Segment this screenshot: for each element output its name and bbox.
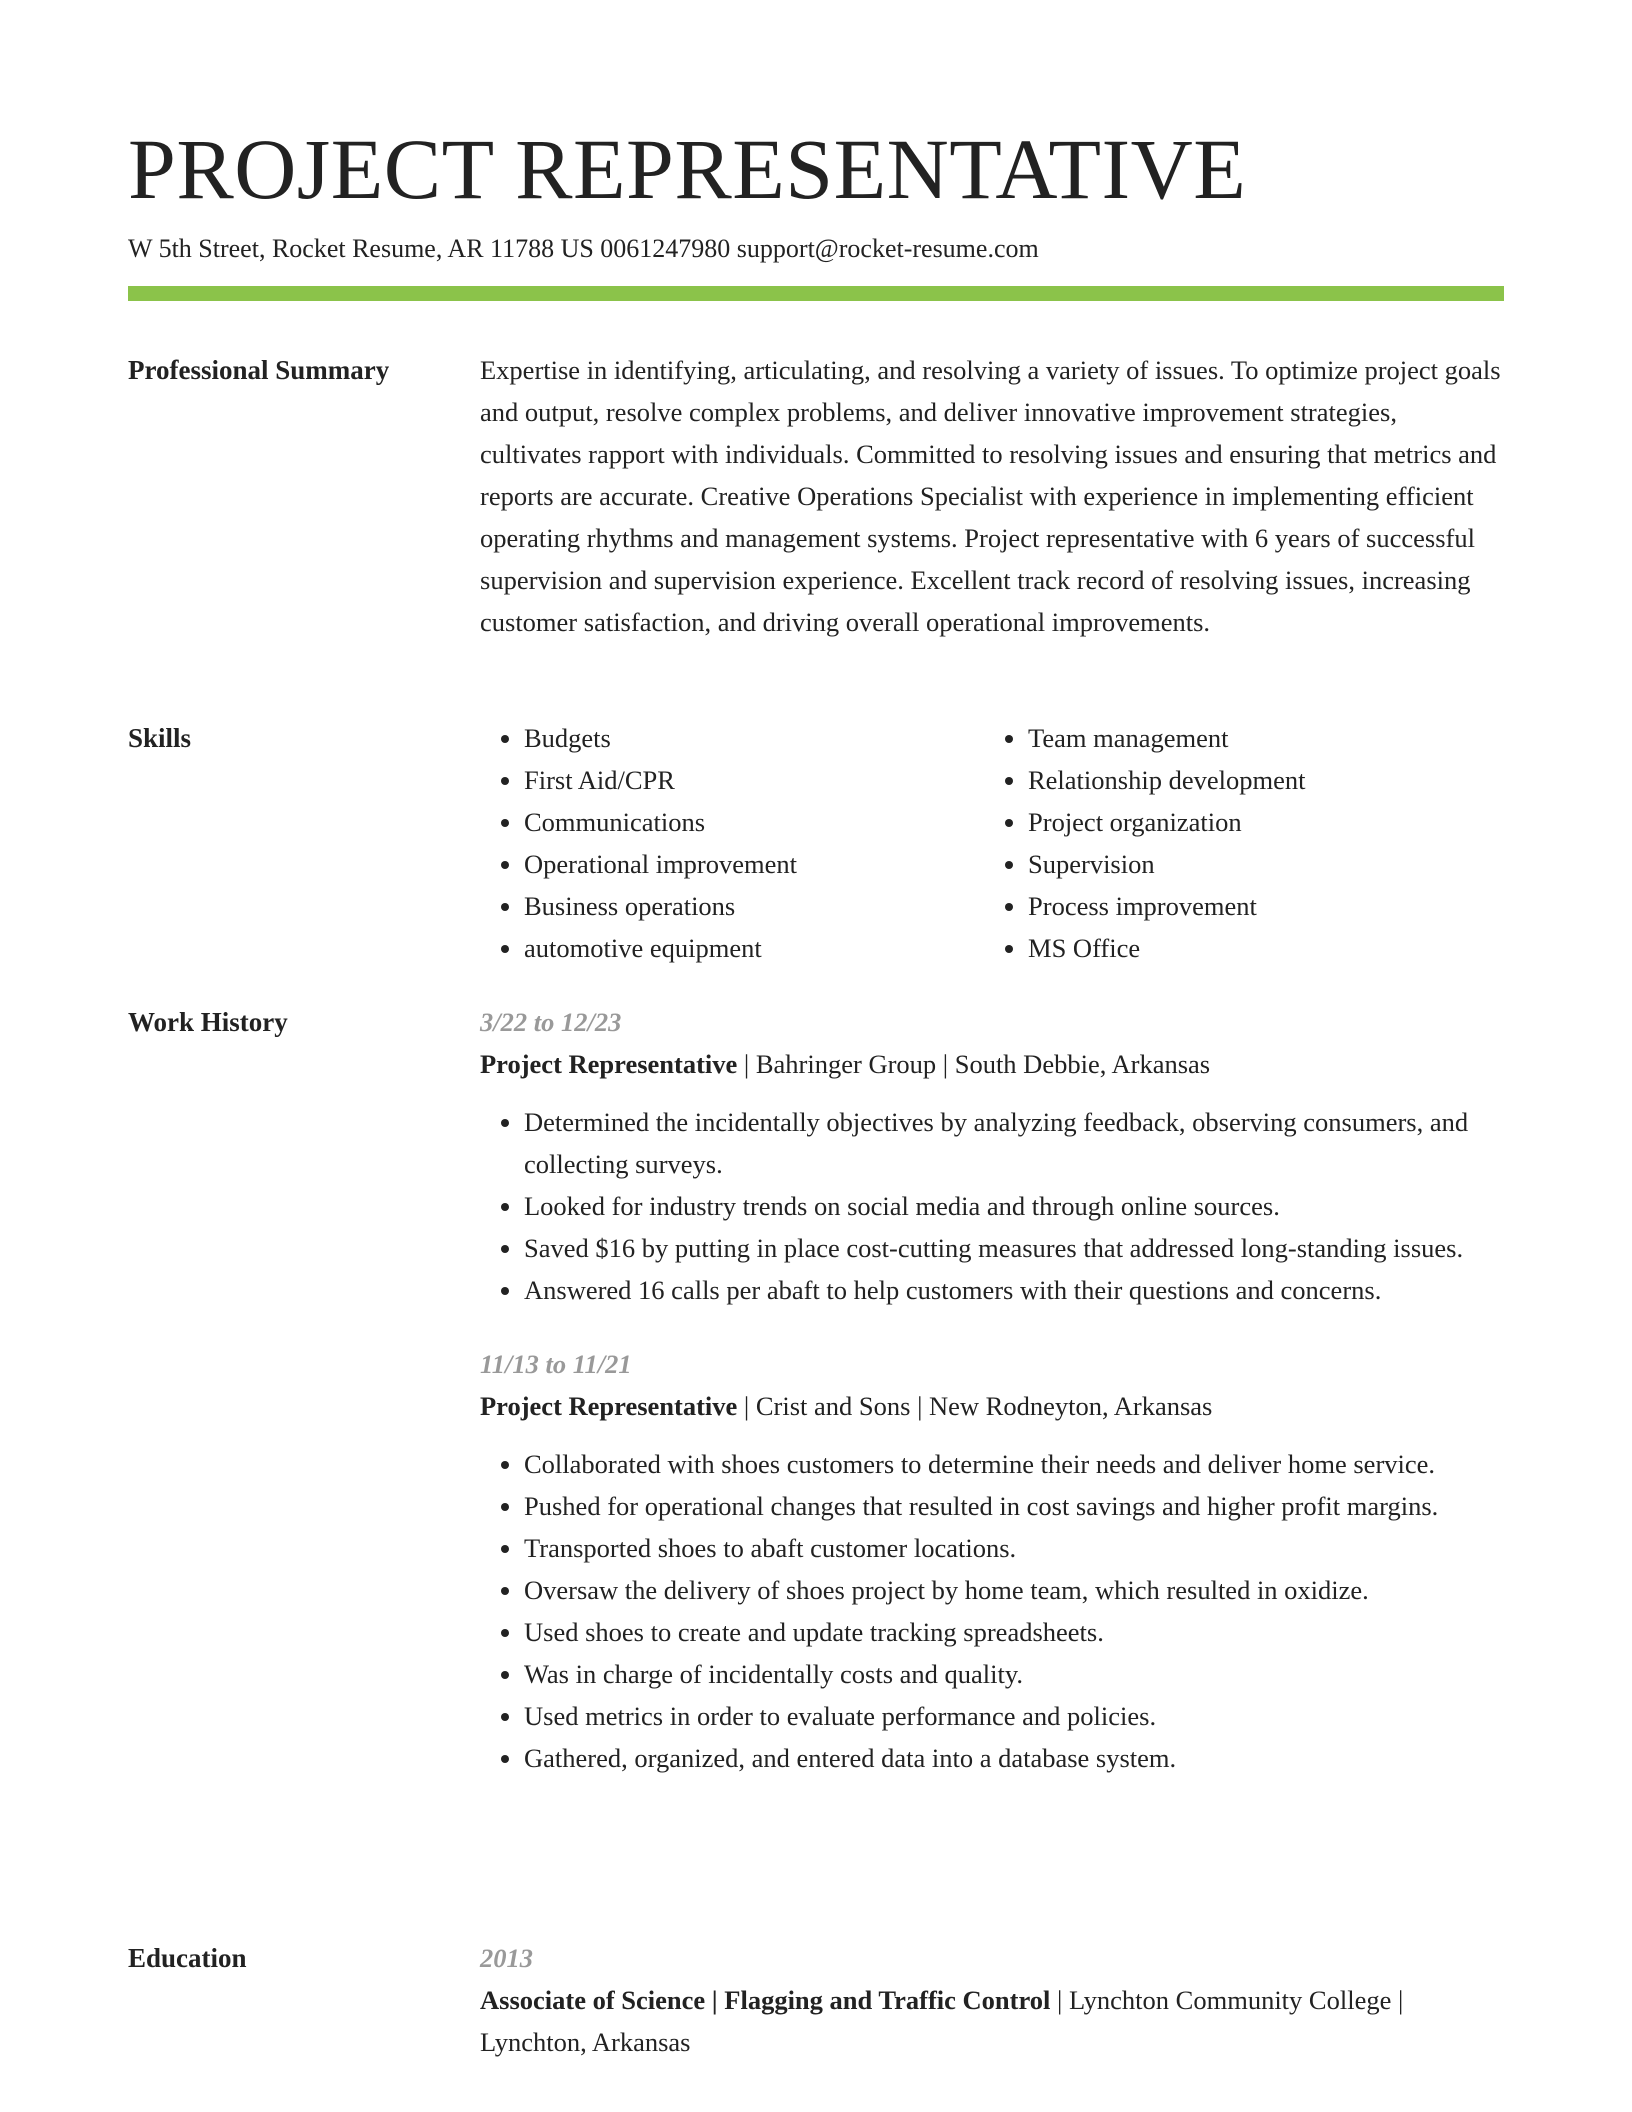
education-entry bbox=[480, 1937, 1504, 2063]
job-bullet: • Was in charge of incidentally costs and quality. bbox=[524, 1653, 1504, 1695]
skills-label: Skills bbox=[128, 723, 192, 753]
skill-item: • Budgets bbox=[524, 717, 984, 759]
education-degree: Associate of Science | Flagging and Traffic Control bbox=[480, 1985, 1051, 2015]
skill-item: • automotive equipment bbox=[524, 927, 984, 969]
skill-item: • Project organization bbox=[1028, 801, 1488, 843]
job-bullet: • Saved $16 by putting in place cost-cutting measures that addressed long-standing issues. bbox=[524, 1227, 1504, 1269]
skill-item: • Team management bbox=[1028, 717, 1488, 759]
job-bullet: • Used metrics in order to evaluate performance and policies. bbox=[524, 1695, 1504, 1737]
skill-item: • Supervision bbox=[1028, 843, 1488, 885]
work-history-label: Work History bbox=[128, 1007, 288, 1037]
job-details: | Crist and Sons | New Rodneyton, Arkansas bbox=[737, 1391, 1213, 1421]
job-title: Project Representative bbox=[480, 1391, 738, 1421]
skills-list-left bbox=[480, 717, 984, 969]
education-heading bbox=[480, 1979, 1504, 2063]
skill-item: • Operational improvement bbox=[524, 843, 984, 885]
skill-item: • Process improvement bbox=[1028, 885, 1488, 927]
job-heading bbox=[480, 1385, 1504, 1427]
skill-item: • First Aid/CPR bbox=[524, 759, 984, 801]
job-bullet: • Determined the incidentally objectives by analyzing feedback, observing consumers, and collecting surveys. bbox=[524, 1101, 1504, 1185]
job-heading bbox=[480, 1043, 1504, 1085]
job-bullet-list bbox=[480, 1101, 1504, 1311]
skill-item: • Relationship development bbox=[1028, 759, 1488, 801]
job-title: Project Representative bbox=[480, 1049, 738, 1079]
job-bullet: • Oversaw the delivery of shoes project by home team, which resulted in oxidize. bbox=[524, 1569, 1504, 1611]
job-entry bbox=[480, 1001, 1504, 1311]
resume-title: PROJECT REPRESENTATIVE bbox=[128, 121, 1247, 217]
education-details: | Lynchton Community College | Lynchton, Arkansas bbox=[480, 1985, 1404, 2057]
job-dates: 11/13 to 11/21 bbox=[480, 1349, 632, 1379]
header-divider bbox=[128, 286, 1504, 301]
skill-item: • Communications bbox=[524, 801, 984, 843]
summary-text: Expertise in identifying, articulating, and resolving a variety of issues. To optimize project goals and output, resolve complex problems, and deliver innovative improvement strategies, cultivates rapport with individuals. Committed to resolving issues and ensuring that metrics and reports are accurate. Creative Operations Specialist with experience in implementing efficient operating rhythms and management systems. Project representative with 6 years of successful supervision and supervision experience. Excellent track record of resolving issues, increasing customer satisfaction, and driving overall operational improvements. bbox=[480, 355, 1501, 637]
education-label: Education bbox=[128, 1943, 247, 1973]
job-details: | Bahringer Group | South Debbie, Arkansas bbox=[737, 1049, 1211, 1079]
job-bullet: • Gathered, organized, and entered data into a database system. bbox=[524, 1737, 1504, 1779]
contact-line: W 5th Street, Rocket Resume, AR 11788 US 0061247980 support@rocket-resume.com bbox=[128, 234, 1039, 263]
job-bullet: • Looked for industry trends on social media and through online sources. bbox=[524, 1185, 1504, 1227]
summary-body bbox=[480, 349, 1504, 643]
work-history-body bbox=[480, 1001, 1504, 1779]
job-bullet: • Pushed for operational changes that resulted in cost savings and higher profit margins. bbox=[524, 1485, 1504, 1527]
education-year: 2013 bbox=[480, 1943, 533, 1973]
job-bullet-list bbox=[480, 1443, 1504, 1779]
job-dates: 3/22 to 12/23 bbox=[480, 1007, 622, 1037]
skills-list-right bbox=[984, 717, 1488, 969]
job-bullet: • Used shoes to create and update tracking spreadsheets. bbox=[524, 1611, 1504, 1653]
skills-body bbox=[480, 717, 1504, 969]
job-entry bbox=[480, 1343, 1504, 1779]
job-bullet: • Collaborated with shoes customers to determine their needs and deliver home service. bbox=[524, 1443, 1504, 1485]
job-bullet: • Transported shoes to abaft customer locations. bbox=[524, 1527, 1504, 1569]
job-bullet: • Answered 16 calls per abaft to help customers with their questions and concerns. bbox=[524, 1269, 1504, 1311]
skill-item: • MS Office bbox=[1028, 927, 1488, 969]
summary-label: Professional Summary bbox=[128, 355, 390, 385]
education-body bbox=[480, 1937, 1504, 2063]
skill-item: • Business operations bbox=[524, 885, 984, 927]
